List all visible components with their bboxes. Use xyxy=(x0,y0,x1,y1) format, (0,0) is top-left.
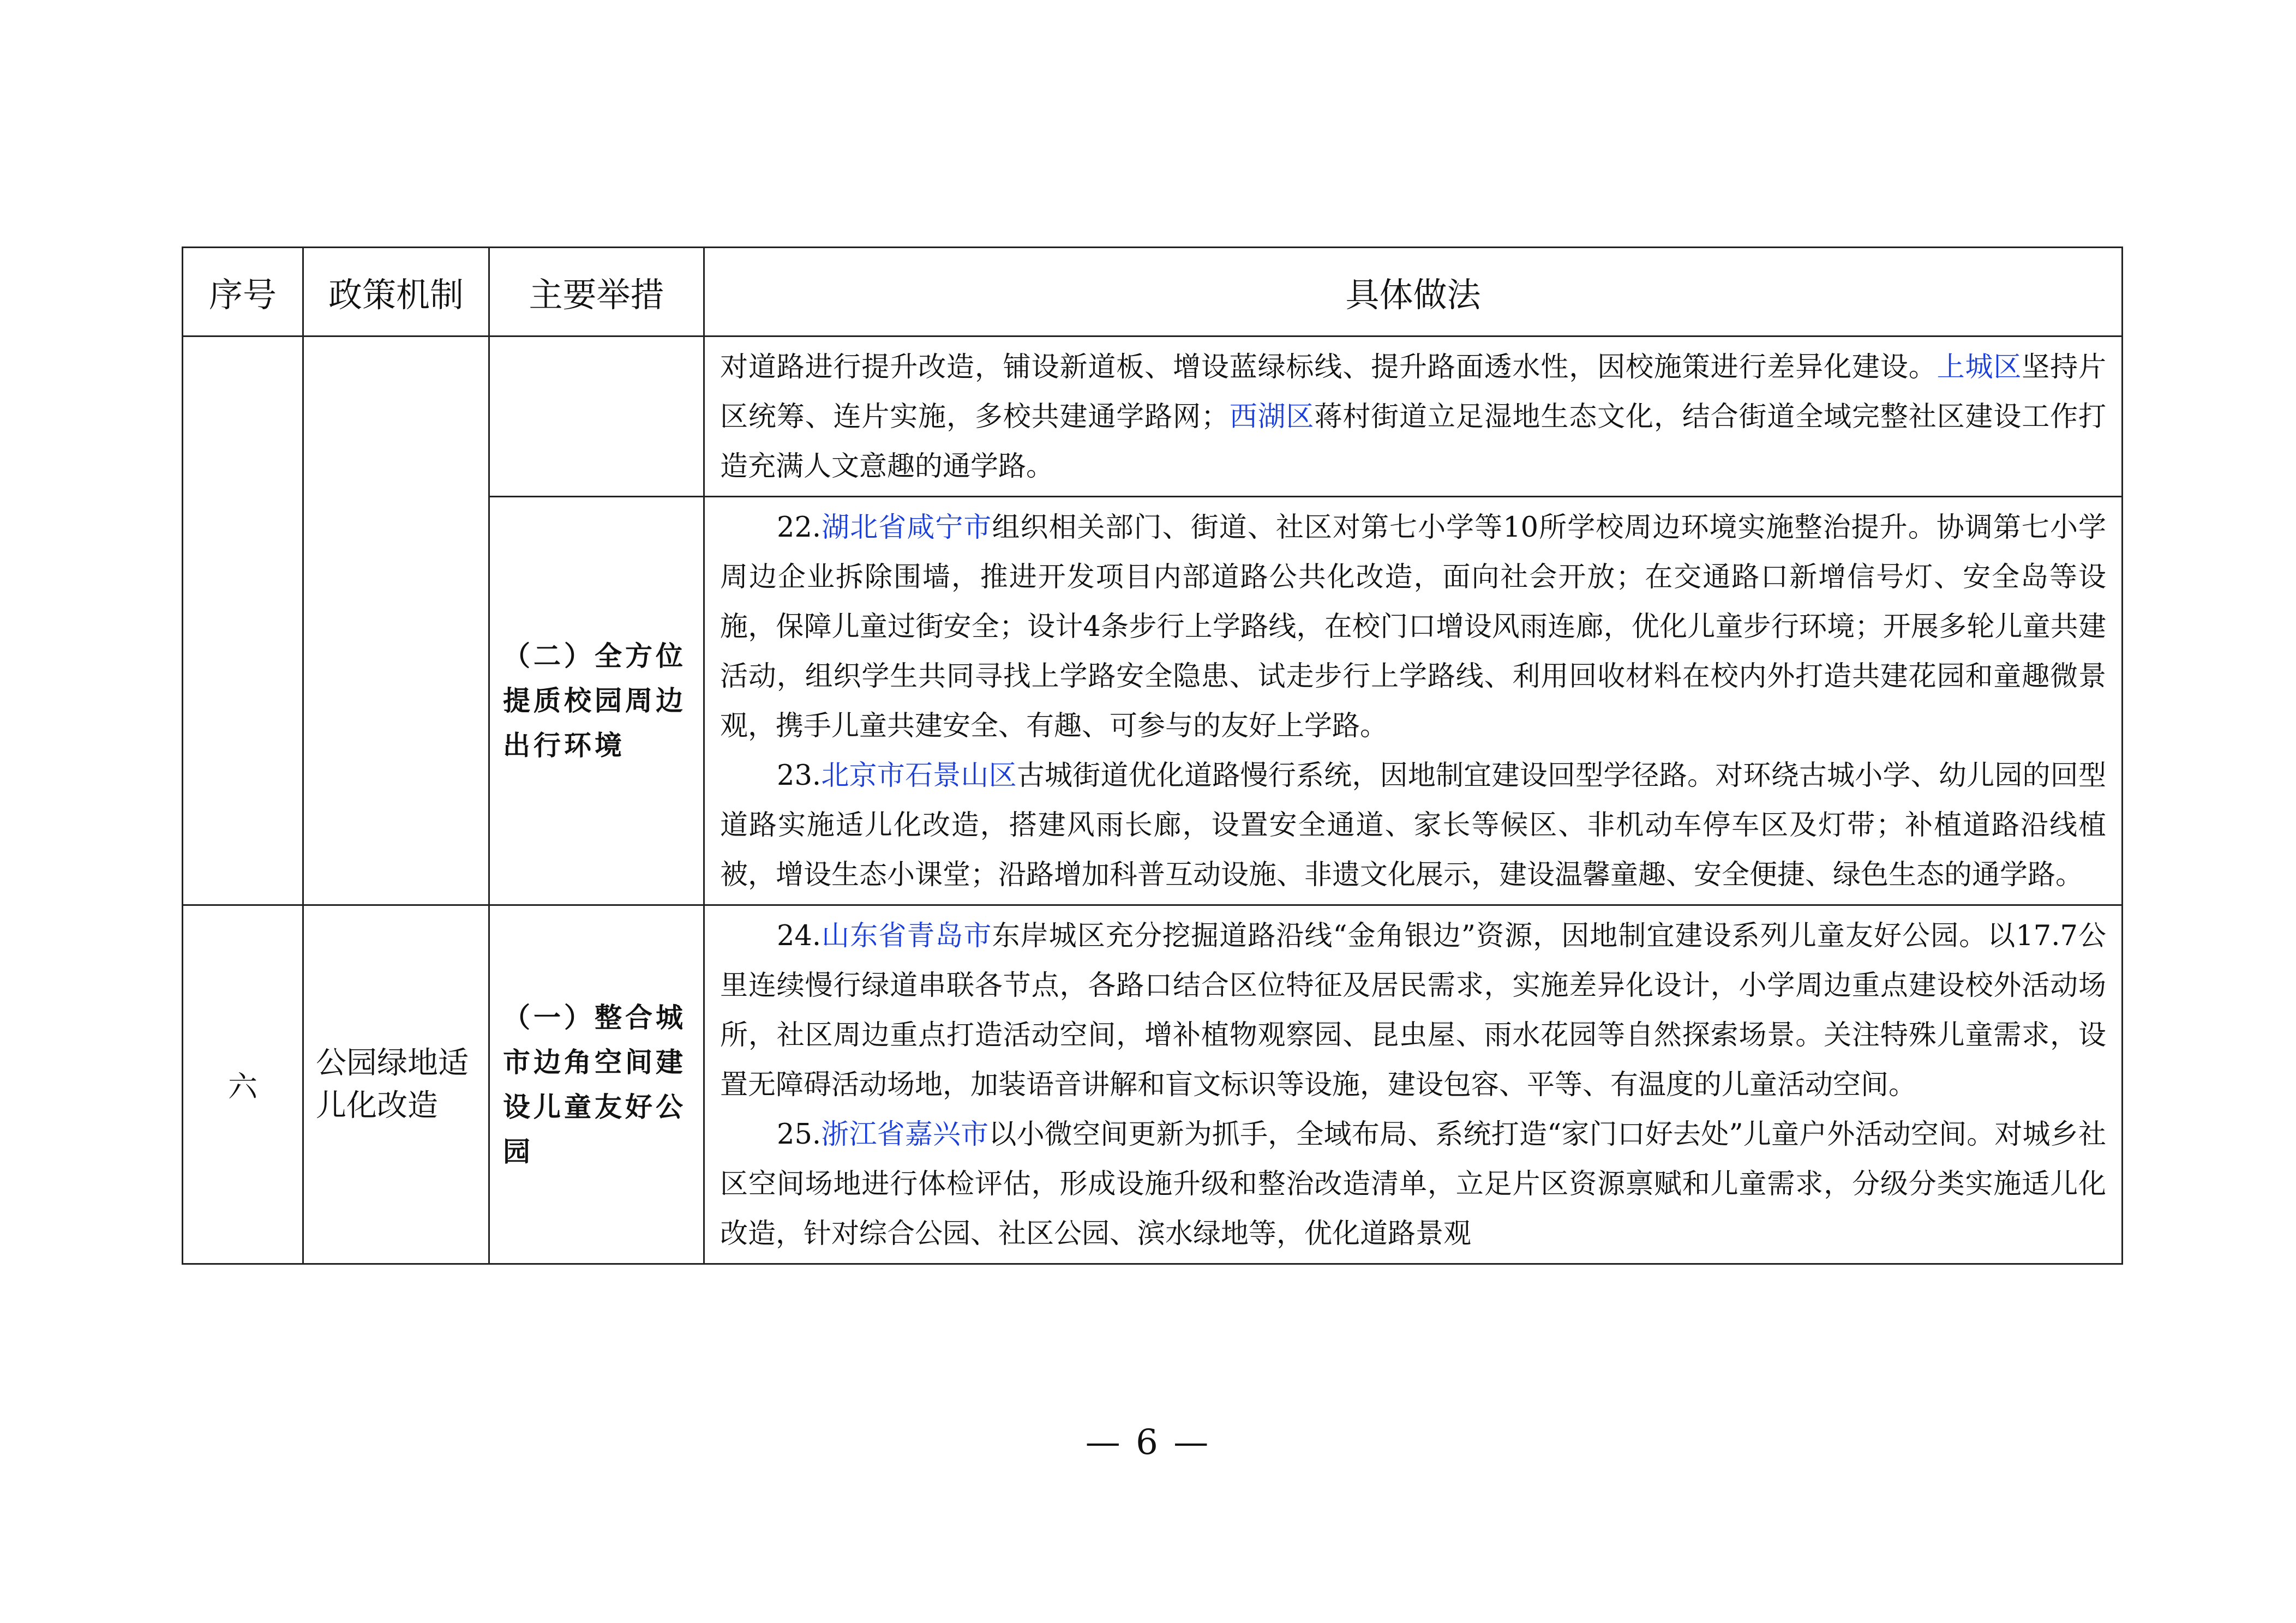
place-name: 北京市石景山区 xyxy=(821,760,1017,792)
table-row xyxy=(183,336,2123,497)
detail-paragraph xyxy=(720,342,2106,491)
table-row xyxy=(183,905,2123,1264)
header-measure: 主要举措 xyxy=(489,248,704,336)
detail-text: 对道路进行提升改造，铺设新道板、增设蓝绿标线、提升路面透水性，因校施策进行差异化建设。 xyxy=(720,351,1937,383)
detail-text: 坚持片区统筹、连片实施，多校共建通学路网； xyxy=(720,351,2106,433)
place-name: 山东省青岛市 xyxy=(821,920,992,952)
page-number: — 6 — xyxy=(1085,1422,1211,1463)
header-policy: 政策机制 xyxy=(303,248,489,336)
measure-cell: （一）整合城市边角空间建设儿童友好公园 xyxy=(489,905,704,1264)
detail-text: 组织相关部门、街道、社区对第七小学等10所学校周边环境实施整治提升。协调第七小学周边企业拆除围墙，推进开发项目内部道路公共化改造，面向社会开放；在交通路口新增信号灯、安全岛等设施，保障儿童过街安全；设计4条步行上学路线，在校门口增设风雨连廊，优化儿童步行环境；开展多轮儿童共建活动，组织学生共同寻找上学路安全隐患、试走步行上学路线、利用回收材料在校内外打造共建花园和童趣微景观，携手儿童共建安全、有趣、可参与的友好上学路。 xyxy=(720,512,2106,742)
detail-text: 古城街道优化道路慢行系统，因地制宜建设回型学径路。对环绕古城小学、幼儿园的回型道路实施适儿化改造，搭建风雨长廊，设置安全通道、家长等候区、非机动车停车区及灯带；补植道路沿线植被，增设生态小课堂；沿路增加科普互动设施、非遗文化展示，建设温馨童趣、安全便捷、绿色生态的通学路。 xyxy=(720,760,2106,891)
place-name: 上城区 xyxy=(1937,351,2022,383)
detail-text: 蒋村街道立足湿地生态文化，结合街道全域完整社区建设工作打造充满人文意趣的通学路。 xyxy=(720,401,2106,483)
place-name: 浙江省嘉兴市 xyxy=(821,1119,989,1151)
header-seq: 序号 xyxy=(183,248,303,336)
place-name: 西湖区 xyxy=(1228,401,1315,433)
detail-cell-continuation xyxy=(704,336,2123,497)
item-number: 22. xyxy=(777,512,822,544)
header-detail: 具体做法 xyxy=(704,248,2123,336)
policy-cell: 公园绿地适儿化改造 xyxy=(303,905,489,1264)
detail-item-23 xyxy=(720,751,2106,900)
item-number: 25. xyxy=(777,1119,822,1151)
policy-cell-empty xyxy=(303,336,489,905)
measure-cell: （二）全方位提质校园周边出行环境 xyxy=(489,497,704,905)
item-number: 23. xyxy=(777,760,822,792)
detail-text: 东岸城区充分挖掘道路沿线“金角银边”资源，因地制宜建设系列儿童友好公园。以17.7公里连续慢行绿道串联各节点，各路口结合区位特征及居民需求，实施差异化设计，小学周边重点建设校外活动场所，社区周边重点打造活动空间，增补植物观察园、昆虫屋、雨水花园等自然探索场景。关注特殊儿童需求，设置无障碍活动场地，加装语音讲解和盲文标识等设施，建设包容、平等、有温度的儿童活动空间。 xyxy=(720,920,2106,1101)
detail-text: 以小微空间更新为抓手，全域布局、系统打造“家门口好去处”儿童户外活动空间。对城乡社区空间场地进行体检评估，形成设施升级和整治改造清单，立足片区资源禀赋和儿童需求，分级分类实施适儿化改造，针对综合公园、社区公园、滨水绿地等，优化道路景观 xyxy=(720,1119,2106,1250)
item-number: 24. xyxy=(777,920,822,952)
place-name: 湖北省咸宁市 xyxy=(821,512,992,544)
detail-item-24 xyxy=(720,911,2106,1110)
seq-cell-empty xyxy=(183,336,303,905)
policy-table xyxy=(182,247,2123,1265)
detail-item-25 xyxy=(720,1110,2106,1259)
detail-cell xyxy=(704,905,2123,1264)
table-header-row xyxy=(183,248,2123,336)
detail-cell xyxy=(704,497,2123,905)
measure-cell-empty xyxy=(489,336,704,497)
detail-item-22 xyxy=(720,503,2106,751)
seq-cell: 六 xyxy=(183,905,303,1264)
